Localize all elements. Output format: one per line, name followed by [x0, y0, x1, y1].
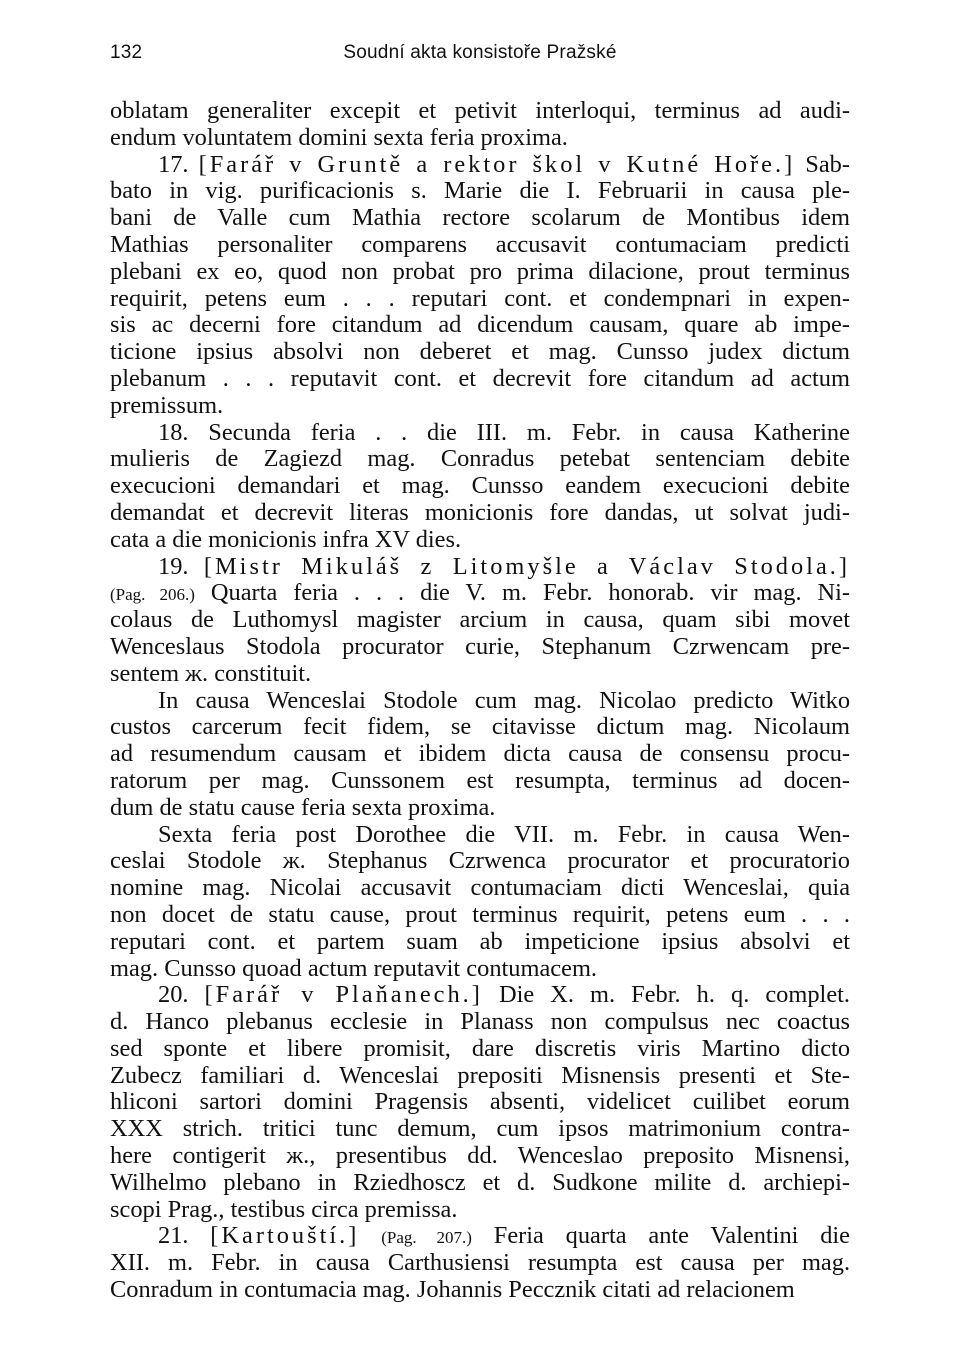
text-line	[110, 929, 850, 956]
text-line-content: cata a die monicionis infra XV dies.	[110, 525, 462, 553]
text-line	[110, 527, 850, 554]
text-line-content: bato in vig. purificacionis s. Marie die I. Februarii in causa ple-	[110, 177, 851, 205]
text-line-content: sentem ж. constituit.	[110, 659, 312, 687]
text-line	[110, 205, 850, 232]
line-segment: 19.	[158, 552, 204, 580]
line-segment: 20.	[158, 981, 205, 1009]
text-line	[110, 1197, 850, 1224]
text-line	[110, 875, 850, 902]
text-line-content: ad resumendum causam et ibidem dicta causa de consensu procu-	[110, 740, 851, 768]
text-line	[110, 1036, 850, 1063]
text-line	[110, 98, 850, 125]
text-line	[110, 420, 850, 447]
text-line-content: ceslai Stodole ж. Stephanus Czrwenca procurator et procuratorio	[110, 847, 850, 875]
text-line-content: d. Hanco plebanus ecclesie in Planass non compulsus nec coactus	[110, 1008, 851, 1036]
text-line-content: non docet de statu cause, prout terminus requirit, petens eum . . .	[110, 900, 851, 928]
text-line	[110, 741, 850, 768]
text-line-content: plebani ex eo, quod non probat pro prima dilacione, prout terminus	[110, 257, 851, 285]
text-line	[110, 768, 850, 795]
text-line	[110, 956, 850, 983]
section-heading: [Farář v Gruntě a rektor škol v Kutné Hoře.]	[198, 150, 796, 178]
text-line	[110, 688, 850, 715]
line-segment: Quarta feria . . . die V. m. Febr. honorab. vir mag. Ni-	[194, 579, 851, 607]
text-line	[110, 446, 850, 473]
text-line	[110, 152, 850, 179]
line-segment	[359, 1222, 381, 1249]
text-line-content: 18. Secunda feria . . die III. m. Febr. in causa Katherine	[158, 418, 850, 446]
text-line-content: plebanum . . . reputavit cont. et decrevit fore citandum ad actum	[110, 364, 850, 392]
text-line-content: Mathias personaliter comparens accusavit contumaciam predicti	[110, 230, 851, 258]
text-line	[110, 259, 850, 286]
text-line-content: XII. m. Febr. in causa Carthusiensi resumpta est causa per mag.	[110, 1249, 851, 1277]
line-segment: 21.	[158, 1222, 211, 1250]
section-heading: [Farář v Plaňanech.]	[204, 981, 483, 1009]
text-line-content: scopi Prag., testibus circa premissa.	[110, 1195, 458, 1223]
line-segment: Sab-	[795, 150, 851, 178]
text-line	[110, 1250, 850, 1277]
text-line	[110, 848, 850, 875]
text-line	[110, 1143, 850, 1170]
text-line-content	[158, 982, 850, 1009]
text-line	[110, 393, 850, 420]
text-line	[110, 554, 850, 581]
text-line	[110, 339, 850, 366]
text-line	[110, 982, 850, 1009]
page-reference: (Pag. 206.)	[110, 585, 195, 605]
text-line-content: requirit, petens eum . . . reputari cont. et condempnari in expen-	[110, 284, 850, 312]
text-line-content: In causa Wenceslai Stodole cum mag. Nicolao predicto Witko	[158, 686, 851, 714]
text-line-content: mulieris de Zagiezd mag. Conradus petebat sentenciam debite	[110, 445, 850, 473]
text-line-content	[158, 152, 850, 179]
text-line-content: XXX strich. tritici tunc demum, cum ipsos matrimonium contra-	[110, 1115, 850, 1143]
text-line	[110, 473, 850, 500]
text-line	[110, 1009, 850, 1036]
text-line-content	[110, 580, 850, 609]
text-line	[110, 232, 850, 259]
page-number: 132	[110, 42, 143, 63]
page-header	[110, 42, 850, 70]
text-line	[110, 580, 850, 607]
text-line-content: colaus de Luthomysl magister arcium in causa, quam sibi movet	[110, 606, 851, 634]
text-line	[110, 795, 850, 822]
text-line-content: bani de Valle cum Mathia rectore scolarum de Montibus idem	[110, 204, 851, 232]
text-line	[110, 1170, 850, 1197]
section-heading: [Kartouští.]	[210, 1222, 360, 1250]
body-text	[110, 98, 850, 1304]
text-line-content: hliconi sartori domini Pragensis absenti, videlicet cuilibet eorum	[110, 1088, 850, 1116]
text-line-content: sed sponte et libere promisit, dare discretis viris Martino dicto	[110, 1034, 851, 1062]
text-line	[110, 607, 850, 634]
text-line	[110, 366, 850, 393]
text-line	[110, 634, 850, 661]
text-line-content	[158, 554, 850, 581]
text-line	[110, 312, 850, 339]
text-line-content: Zubecz familiari d. Wenceslai prepositi Misnensis presenti et Ste-	[110, 1061, 850, 1089]
text-line	[110, 1277, 850, 1304]
text-line	[110, 1063, 850, 1090]
text-line-content: demandat et decrevit literas monicionis fore dandas, ut solvat judi-	[110, 498, 850, 526]
text-line-content: here contigerit ж., presentibus dd. Wenceslao preposito Misnensi,	[110, 1142, 850, 1170]
text-line-content: Wilhelmo plebano in Rziedhoscz et d. Sudkone milite d. archiepi-	[110, 1168, 851, 1196]
text-line-content: nomine mag. Nicolai accusavit contumaciam dicti Wenceslai, quia	[110, 874, 851, 902]
text-line	[110, 1089, 850, 1116]
text-line-content: oblatam generaliter excepit et petivit interloqui, terminus ad audi-	[110, 97, 851, 124]
text-line-content: mag. Cunsso quoad actum reputavit contumacem.	[110, 954, 598, 982]
text-line-content: endum voluntatem domini sexta feria proxima.	[110, 123, 568, 151]
text-line-content: dum de statu cause feria sexta proxima.	[110, 793, 496, 821]
text-line-content: execucioni demandari et mag. Cunsso eandem execucioni debite	[110, 472, 850, 500]
line-segment: Die X. m. Febr. h. q. complet.	[482, 981, 851, 1009]
text-line	[110, 1116, 850, 1143]
line-segment: 17.	[158, 150, 199, 178]
text-line	[110, 902, 850, 929]
text-line	[110, 661, 850, 688]
text-line-content: Wenceslaus Stodola procurator curie, Stephanum Czrwencam pre-	[110, 632, 851, 660]
text-line-content: Conradum in contumacia mag. Johannis Peccznik citati ad relacionem	[110, 1276, 795, 1304]
running-title: Soudní akta konsistoře Pražské	[343, 42, 617, 63]
text-line-content: ratorum per mag. Cunssonem est resumpta, terminus ad docen-	[110, 766, 850, 794]
text-line	[110, 822, 850, 849]
text-line	[110, 714, 850, 741]
text-line-content	[158, 1223, 850, 1252]
text-line-content: premissum.	[110, 391, 224, 419]
text-line-content: ticione ipsius absolvi non deberet et mag. Cunsso judex dictum	[110, 338, 851, 366]
text-line	[110, 125, 850, 152]
text-line-content: reputari cont. et partem suam ab impeticione ipsius absolvi et	[110, 927, 850, 955]
text-line	[110, 500, 850, 527]
text-line-content: sis ac decerni fore citandum ad dicendum causam, quare ab impe-	[110, 311, 850, 339]
text-line	[110, 178, 850, 205]
page-reference: (Pag. 207.)	[381, 1228, 472, 1248]
text-line-content: Sexta feria post Dorothee die VII. m. Febr. in causa Wen-	[158, 820, 850, 848]
text-line	[110, 286, 850, 313]
line-segment: Feria quarta ante Valentini die	[471, 1222, 851, 1250]
text-line-content: custos carcerum fecit fidem, se citavisse dictum mag. Nicolaum	[110, 713, 850, 741]
section-heading: [Mistr Mikuláš z Litomyšle a Václav Stodola.]	[203, 552, 850, 580]
text-line	[110, 1223, 850, 1250]
